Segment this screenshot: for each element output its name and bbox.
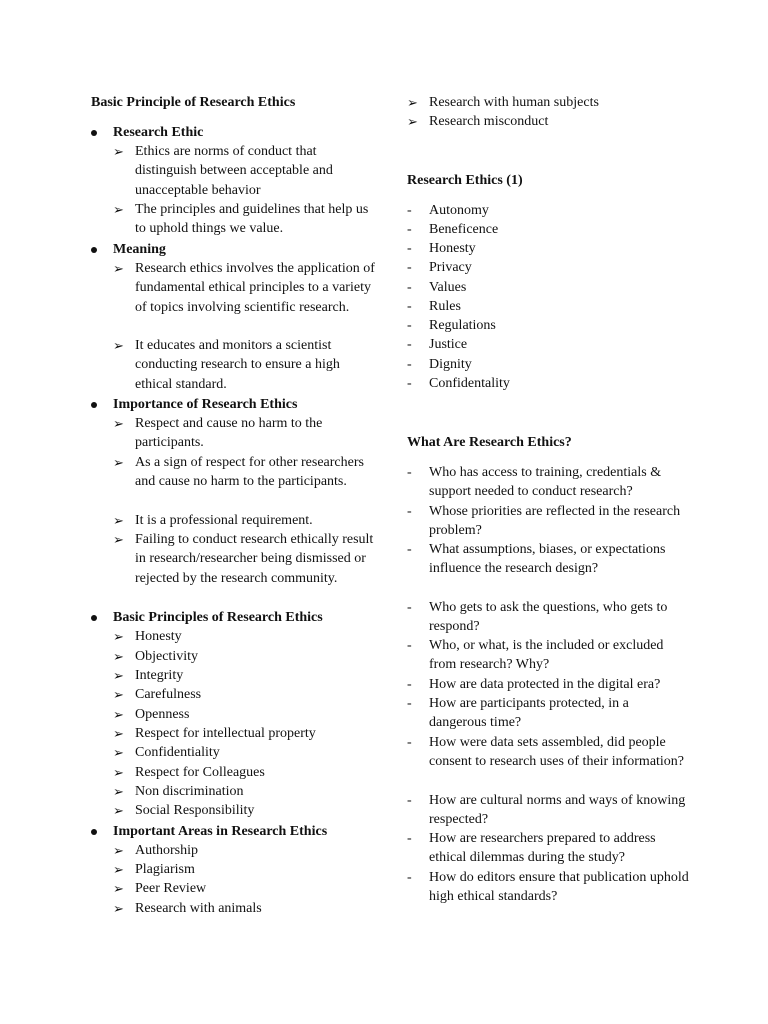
arrow-bullet-icon: ➢ bbox=[113, 901, 124, 916]
arrow-bullet-icon: ➢ bbox=[113, 687, 124, 702]
arrow-bullet-icon: ➢ bbox=[113, 745, 124, 760]
dash-item-text: How do editors ensure that publication uphold high ethical standards? bbox=[429, 870, 689, 905]
sub-item-text: Respect and cause no harm to the participants. bbox=[135, 416, 323, 451]
dash-item-text: Who, or what, is the included or excluded from research? Why? bbox=[429, 638, 664, 673]
dash-bullet-icon: - bbox=[407, 376, 412, 391]
arrow-bullet-icon: ➢ bbox=[113, 144, 124, 159]
dash-bullet-icon: - bbox=[407, 222, 412, 237]
arrow-bullet-icon: ➢ bbox=[113, 532, 124, 547]
sub-item-text: As a sign of respect for other researchers and cause no harm to the participants. bbox=[135, 455, 364, 490]
dash-item-text: Regulations bbox=[429, 318, 496, 333]
sub-item-text: Objectivity bbox=[135, 649, 198, 664]
dash-bullet-icon: - bbox=[407, 280, 412, 295]
arrow-bullet-icon: ➢ bbox=[113, 455, 124, 470]
bullet-heading: Important Areas in Research Ethics bbox=[113, 824, 328, 839]
dash-item-text: How are researchers prepared to address ethical dilemmas during the study? bbox=[429, 831, 656, 866]
dash-bullet-icon: - bbox=[407, 677, 412, 692]
sub-item-text: Ethics are norms of conduct that distinguish between acceptable and unacceptable behavior bbox=[135, 144, 333, 198]
bullet-dot-icon bbox=[91, 402, 97, 408]
dash-bullet-icon: - bbox=[407, 203, 412, 218]
sub-item-text: Honesty bbox=[135, 629, 182, 644]
what-are-research-ethics-heading: What Are Research Ethics? bbox=[407, 435, 572, 450]
dash-item-text: Privacy bbox=[429, 260, 472, 275]
bullet-heading: Basic Principles of Research Ethics bbox=[113, 610, 323, 625]
dash-item-text: Confidentality bbox=[429, 376, 510, 391]
sub-item-text: Research misconduct bbox=[429, 114, 549, 129]
sub-item-text: Non discrimination bbox=[135, 784, 244, 799]
sub-item-text: Peer Review bbox=[135, 881, 207, 896]
dash-item-text: Autonomy bbox=[429, 203, 489, 218]
dash-item-text: How are participants protected, in a dangerous time? bbox=[429, 696, 629, 731]
arrow-bullet-icon: ➢ bbox=[113, 629, 124, 644]
document-title: Basic Principle of Research Ethics bbox=[91, 95, 296, 110]
dash-bullet-icon: - bbox=[407, 299, 412, 314]
sub-item-text: Research with human subjects bbox=[429, 95, 599, 110]
dash-item-text: How are data protected in the digital era? bbox=[429, 677, 661, 692]
arrow-bullet-icon: ➢ bbox=[113, 261, 124, 276]
dash-bullet-icon: - bbox=[407, 870, 412, 885]
bullet-heading: Importance of Research Ethics bbox=[113, 397, 298, 412]
bullet-heading: Meaning bbox=[113, 242, 166, 257]
dash-bullet-icon: - bbox=[407, 357, 412, 372]
arrow-bullet-icon: ➢ bbox=[113, 726, 124, 741]
dash-bullet-icon: - bbox=[407, 831, 412, 846]
arrow-bullet-icon: ➢ bbox=[113, 803, 124, 818]
dash-bullet-icon: - bbox=[407, 793, 412, 808]
sub-item-text: Plagiarism bbox=[135, 862, 195, 877]
dash-bullet-icon: - bbox=[407, 696, 412, 711]
sub-item-text: Confidentiality bbox=[135, 745, 220, 760]
arrow-bullet-icon: ➢ bbox=[407, 114, 418, 129]
arrow-bullet-icon: ➢ bbox=[113, 513, 124, 528]
dash-item-text: How were data sets assembled, did people consent to research uses of their information? bbox=[429, 735, 685, 770]
arrow-bullet-icon: ➢ bbox=[113, 843, 124, 858]
dash-item-text: Values bbox=[429, 280, 467, 295]
arrow-bullet-icon: ➢ bbox=[113, 416, 124, 431]
dash-bullet-icon: - bbox=[407, 638, 412, 653]
sub-item-text: It is a professional requirement. bbox=[135, 513, 313, 528]
arrow-bullet-icon: ➢ bbox=[113, 338, 124, 353]
bullet-dot-icon bbox=[91, 615, 97, 621]
dash-bullet-icon: - bbox=[407, 504, 412, 519]
dash-item-text: Whose priorities are reflected in the research problem? bbox=[429, 504, 681, 539]
dash-item-text: Justice bbox=[429, 337, 468, 352]
sub-item-text: Social Responsibility bbox=[135, 803, 255, 818]
dash-item-text: What assumptions, biases, or expectations influence the research design? bbox=[429, 542, 666, 577]
research-ethics-1-heading: Research Ethics (1) bbox=[407, 173, 523, 188]
dash-bullet-icon: - bbox=[407, 260, 412, 275]
arrow-bullet-icon: ➢ bbox=[113, 862, 124, 877]
sub-item-text: Authorship bbox=[135, 843, 198, 858]
bullet-dot-icon bbox=[91, 130, 97, 136]
dash-item-text: How are cultural norms and ways of knowing respected? bbox=[429, 793, 686, 828]
dash-bullet-icon: - bbox=[407, 735, 412, 750]
sub-item-text: Research with animals bbox=[135, 901, 262, 916]
dash-item-text: Beneficence bbox=[429, 222, 499, 237]
dash-item-text: Honesty bbox=[429, 241, 476, 256]
dash-item-text: Who gets to ask the questions, who gets to respond? bbox=[429, 600, 668, 635]
sub-item-text: It educates and monitors a scientist conducting research to ensure a high ethical standard. bbox=[135, 338, 340, 392]
arrow-bullet-icon: ➢ bbox=[113, 649, 124, 664]
dash-bullet-icon: - bbox=[407, 600, 412, 615]
arrow-bullet-icon: ➢ bbox=[113, 668, 124, 683]
sub-item-text: Research ethics involves the application of fundamental ethical principles to a variety of topics involving scientific research. bbox=[135, 261, 375, 315]
dash-item-text: Who has access to training, credentials & support needed to conduct research? bbox=[429, 465, 662, 500]
bullet-heading: Research Ethic bbox=[113, 125, 204, 140]
arrow-bullet-icon: ➢ bbox=[113, 202, 124, 217]
dash-bullet-icon: - bbox=[407, 337, 412, 352]
sub-item-text: Respect for intellectual property bbox=[135, 726, 316, 741]
arrow-bullet-icon: ➢ bbox=[113, 707, 124, 722]
dash-item-text: Rules bbox=[429, 299, 461, 314]
dash-bullet-icon: - bbox=[407, 465, 412, 480]
sub-item-text: Carefulness bbox=[135, 687, 202, 702]
sub-item-text: Integrity bbox=[135, 668, 184, 683]
sub-item-text: Failing to conduct research ethically result in research/researcher being dismissed or rejected by the research community. bbox=[135, 532, 374, 586]
bullet-dot-icon bbox=[91, 829, 97, 835]
sub-item-text: Openness bbox=[135, 707, 190, 722]
bullet-dot-icon bbox=[91, 247, 97, 253]
dash-bullet-icon: - bbox=[407, 241, 412, 256]
arrow-bullet-icon: ➢ bbox=[113, 765, 124, 780]
sub-item-text: Respect for Colleagues bbox=[135, 765, 265, 780]
dash-bullet-icon: - bbox=[407, 542, 412, 557]
dash-bullet-icon: - bbox=[407, 318, 412, 333]
sub-item-text: The principles and guidelines that help us to uphold things we value. bbox=[135, 202, 369, 237]
dash-item-text: Dignity bbox=[429, 357, 472, 372]
arrow-bullet-icon: ➢ bbox=[113, 784, 124, 799]
arrow-bullet-icon: ➢ bbox=[113, 881, 124, 896]
arrow-bullet-icon: ➢ bbox=[407, 95, 418, 110]
